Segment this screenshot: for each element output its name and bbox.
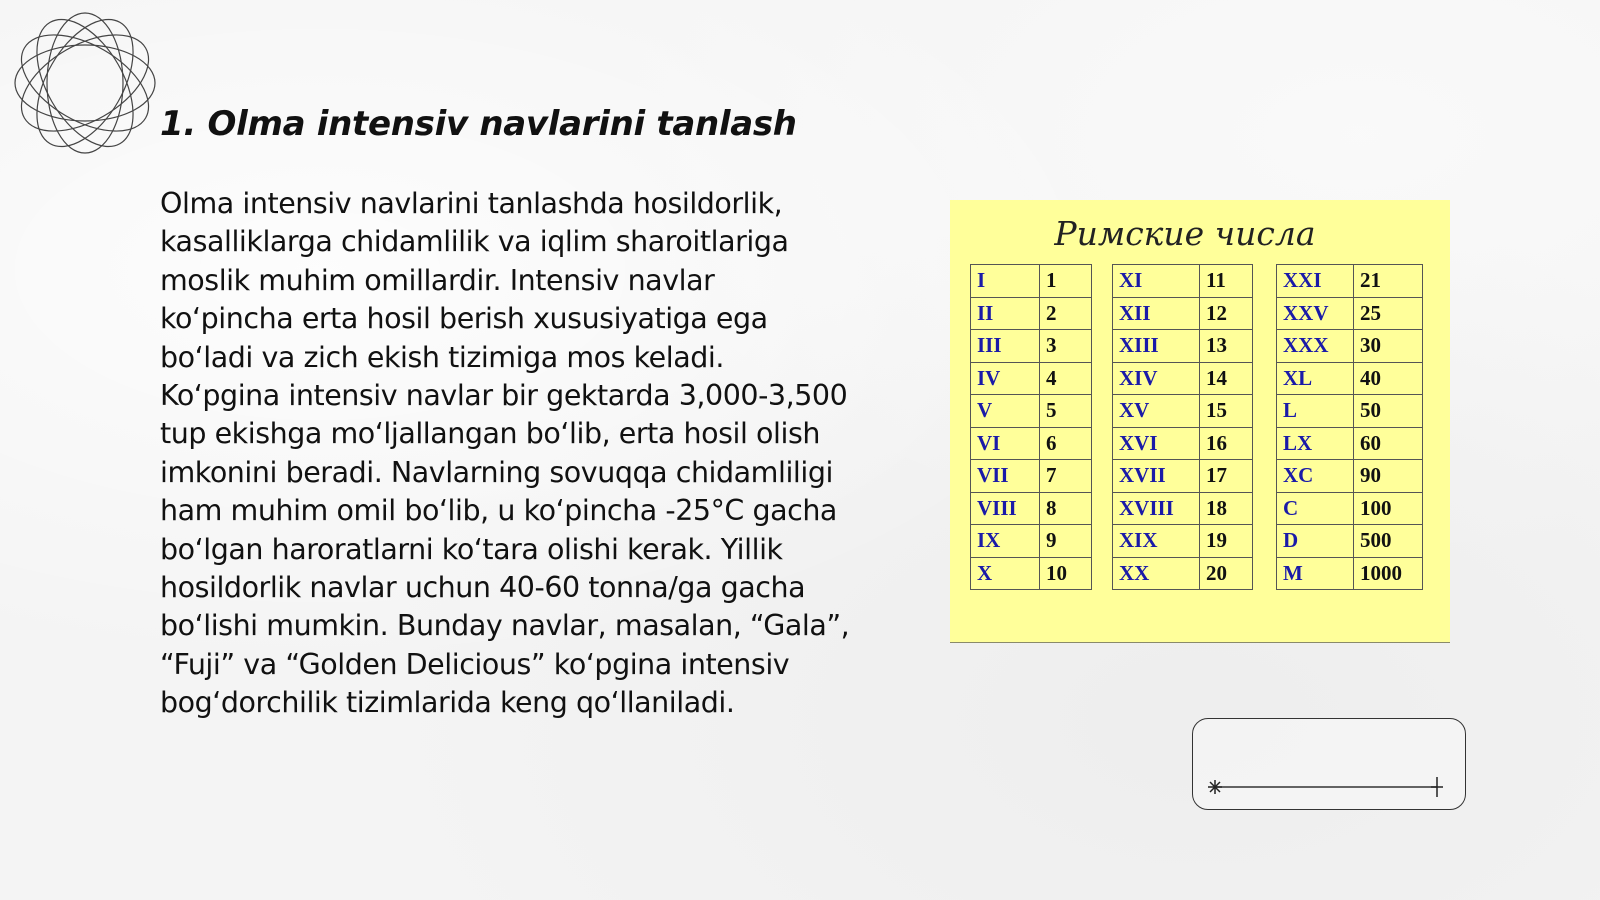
roman-row bbox=[1277, 330, 1423, 363]
roman-numeral: III bbox=[971, 330, 1040, 363]
arabic-numeral: 60 bbox=[1354, 427, 1423, 460]
arabic-numeral: 1 bbox=[1040, 265, 1092, 298]
roman-row bbox=[1277, 297, 1423, 330]
slide-body-text: Olma intensiv navlarini tanlashda hosildorlik, kasalliklarga chidamlilik va iqlim sharoitlariga moslik muhim omillardir. Intensiv navlar ko‘pincha erta hosil berish xususiyatiga ega bo‘ladi va zich ekish tizimiga mos keladi. Ko‘pgina intensiv navlar bir gektarda 3,000-3,500 tup ekishga mo‘ljallangan bo‘lib, erta hosil olish imkonini beradi. Navlarning sovuqqa chidamliligi ham muhim omil bo‘lib, u ko‘pincha -25°C gacha bo‘lgan haroratlarni ko‘tara olishi kerak. Yillik hosildorlik navlar uchun 40-60 tonna/ga gacha bo‘lishi mumkin. Bunday navlar, masalan, “Gala”, “Fuji” va “Golden Delicious” ko‘pgina intensiv bog‘dorchilik tizimlarida keng qo‘llaniladi. bbox=[160, 187, 850, 720]
roman-row bbox=[971, 460, 1092, 493]
roman-numeral: XIX bbox=[1113, 525, 1200, 558]
arabic-numeral: 4 bbox=[1040, 362, 1092, 395]
arabic-numeral: 12 bbox=[1200, 297, 1253, 330]
arabic-numeral: 100 bbox=[1354, 492, 1423, 525]
arabic-numeral: 7 bbox=[1040, 460, 1092, 493]
arabic-numeral: 16 bbox=[1200, 427, 1253, 460]
arabic-numeral: 90 bbox=[1354, 460, 1423, 493]
roman-row bbox=[1113, 460, 1253, 493]
roman-numeral: XV bbox=[1113, 395, 1200, 428]
roman-row bbox=[971, 330, 1092, 363]
roman-numeral: D bbox=[1277, 525, 1354, 558]
arabic-numeral: 40 bbox=[1354, 362, 1423, 395]
arabic-numeral: 5 bbox=[1040, 395, 1092, 428]
roman-numeral: I bbox=[971, 265, 1040, 298]
roman-row bbox=[971, 525, 1092, 558]
decorative-rosette-icon bbox=[10, 8, 160, 158]
arabic-numeral: 50 bbox=[1354, 395, 1423, 428]
roman-numeral: VII bbox=[971, 460, 1040, 493]
roman-numeral: XC bbox=[1277, 460, 1354, 493]
roman-numeral: XVI bbox=[1113, 427, 1200, 460]
roman-numeral: XXX bbox=[1277, 330, 1354, 363]
arabic-numeral: 14 bbox=[1200, 362, 1253, 395]
slider-widget[interactable] bbox=[1192, 718, 1466, 810]
roman-row bbox=[971, 557, 1092, 590]
roman-numerals-group-3 bbox=[1276, 264, 1423, 590]
roman-numeral: II bbox=[971, 297, 1040, 330]
roman-numeral: XIV bbox=[1113, 362, 1200, 395]
slider-start-marker-icon[interactable] bbox=[1208, 780, 1222, 794]
arabic-numeral: 500 bbox=[1354, 525, 1423, 558]
roman-numerals-group-1 bbox=[970, 264, 1092, 590]
roman-row bbox=[971, 265, 1092, 298]
roman-row bbox=[1277, 557, 1423, 590]
arabic-numeral: 13 bbox=[1200, 330, 1253, 363]
slide-title: 1. Olma intensiv navlarini tanlash bbox=[160, 104, 797, 144]
roman-numeral: LX bbox=[1277, 427, 1354, 460]
arabic-numeral: 21 bbox=[1354, 265, 1423, 298]
roman-numeral: V bbox=[971, 395, 1040, 428]
roman-row bbox=[1277, 395, 1423, 428]
roman-row bbox=[1277, 265, 1423, 298]
roman-numeral: XXV bbox=[1277, 297, 1354, 330]
roman-row bbox=[1113, 525, 1253, 558]
roman-row bbox=[1277, 492, 1423, 525]
roman-row bbox=[1113, 297, 1253, 330]
arabic-numeral: 11 bbox=[1200, 265, 1253, 298]
roman-row bbox=[971, 492, 1092, 525]
roman-row bbox=[1113, 427, 1253, 460]
roman-row bbox=[1277, 362, 1423, 395]
arabic-numeral: 9 bbox=[1040, 525, 1092, 558]
roman-numeral: L bbox=[1277, 395, 1354, 428]
arabic-numeral: 30 bbox=[1354, 330, 1423, 363]
roman-row bbox=[971, 362, 1092, 395]
arabic-numeral: 8 bbox=[1040, 492, 1092, 525]
roman-numeral: VIII bbox=[971, 492, 1040, 525]
roman-numeral: XX bbox=[1113, 557, 1200, 590]
roman-numeral: IX bbox=[971, 525, 1040, 558]
arabic-numeral: 25 bbox=[1354, 297, 1423, 330]
roman-numeral: XXI bbox=[1277, 265, 1354, 298]
roman-row bbox=[1113, 492, 1253, 525]
roman-numeral: C bbox=[1277, 492, 1354, 525]
roman-row bbox=[1277, 427, 1423, 460]
roman-row bbox=[971, 297, 1092, 330]
roman-numerals-group-2 bbox=[1112, 264, 1253, 590]
roman-row bbox=[1277, 525, 1423, 558]
arabic-numeral: 19 bbox=[1200, 525, 1253, 558]
roman-numeral: XVIII bbox=[1113, 492, 1200, 525]
roman-numeral: VI bbox=[971, 427, 1040, 460]
arabic-numeral: 18 bbox=[1200, 492, 1253, 525]
arabic-numeral: 1000 bbox=[1354, 557, 1423, 590]
roman-numeral: X bbox=[971, 557, 1040, 590]
roman-row bbox=[971, 427, 1092, 460]
roman-row bbox=[1113, 557, 1253, 590]
roman-row bbox=[1277, 460, 1423, 493]
slider-end-marker-icon[interactable] bbox=[1431, 777, 1443, 797]
roman-row bbox=[1113, 265, 1253, 298]
roman-numeral: XVII bbox=[1113, 460, 1200, 493]
arabic-numeral: 15 bbox=[1200, 395, 1253, 428]
roman-numeral: XI bbox=[1113, 265, 1200, 298]
roman-row bbox=[971, 395, 1092, 428]
roman-numeral: XIII bbox=[1113, 330, 1200, 363]
arabic-numeral: 17 bbox=[1200, 460, 1253, 493]
roman-row bbox=[1113, 395, 1253, 428]
arabic-numeral: 3 bbox=[1040, 330, 1092, 363]
roman-numerals-image bbox=[950, 200, 1450, 642]
arabic-numeral: 20 bbox=[1200, 557, 1253, 590]
roman-row bbox=[1113, 362, 1253, 395]
roman-numerals-title: Римские числа bbox=[1054, 214, 1316, 253]
arabic-numeral: 2 bbox=[1040, 297, 1092, 330]
roman-numeral: M bbox=[1277, 557, 1354, 590]
slider-track[interactable] bbox=[1193, 719, 1465, 809]
arabic-numeral: 6 bbox=[1040, 427, 1092, 460]
roman-numeral: XL bbox=[1277, 362, 1354, 395]
arabic-numeral: 10 bbox=[1040, 557, 1092, 590]
roman-row bbox=[1113, 330, 1253, 363]
roman-numeral: XII bbox=[1113, 297, 1200, 330]
roman-numeral: IV bbox=[971, 362, 1040, 395]
